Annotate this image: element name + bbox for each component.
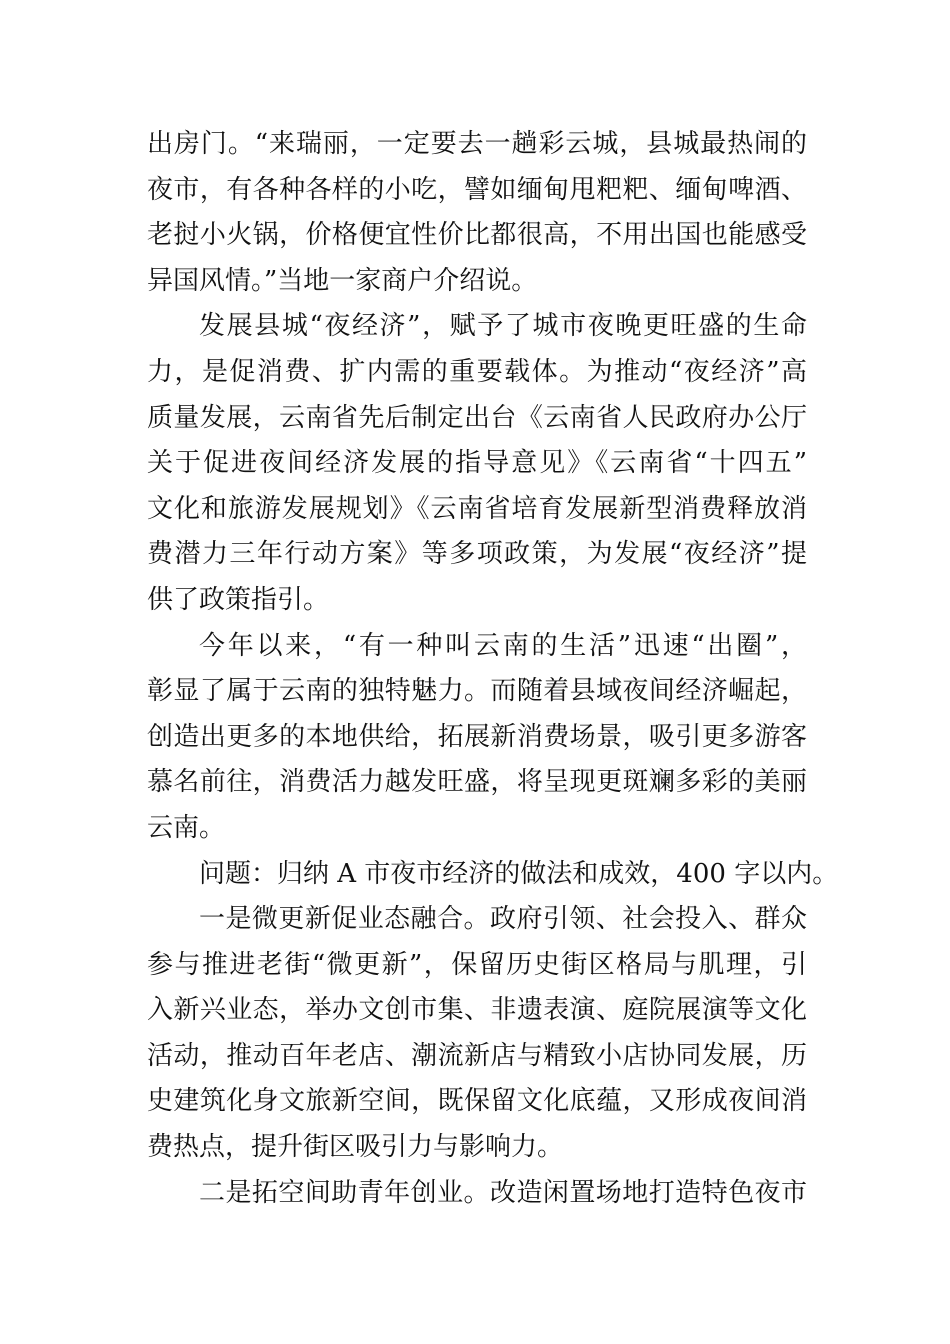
text-line: 慕名前往，消费活力越发旺盛，将呈现更斑斓多彩的美丽	[147, 767, 807, 798]
text-line: 力，是促消费、扩内需的重要载体。为推动“夜经济”高	[147, 356, 807, 387]
text-line: 异国风情。”当地一家商户介绍说。	[147, 265, 538, 296]
text-line: 夜市，有各种各样的小吃，譬如缅甸甩粑粑、缅甸啤酒、	[147, 174, 807, 205]
text-line: 史建筑化身文旅新空间，既保留文化底蕴，又形成夜间消	[147, 1086, 807, 1117]
text-line: 费潜力三年行动方案》等多项政策，为发展“夜经济”提	[147, 539, 807, 570]
text-line: 今年以来，“有一种叫云南的生活”迅速“出圈”，	[199, 630, 807, 661]
text-line: 入新兴业态，举办文创市集、非遗表演、庭院展演等文化	[147, 995, 807, 1026]
text-line: 一是微更新促业态融合。政府引领、社会投入、群众	[199, 904, 807, 935]
question-line: 问题：归纳 A 市夜市经济的做法和成效，400 字以内。	[199, 858, 839, 889]
text-line: 质量发展，云南省先后制定出台《云南省人民政府办公厅	[147, 402, 807, 433]
document-body	[147, 122, 839, 1216]
text-line: 老挝小火锅，价格便宜性价比都很高，不用出国也能感受	[147, 220, 807, 251]
text-line: 云南。	[147, 812, 226, 843]
text-line: 供了政策指引。	[147, 584, 330, 615]
text-line: 创造出更多的本地供给，拓展新消费场景，吸引更多游客	[147, 721, 807, 752]
text-line: 文化和旅游发展规划》《云南省培育发展新型消费释放消	[147, 493, 807, 524]
text-line: 二是拓空间助青年创业。改造闲置场地打造特色夜市	[199, 1177, 807, 1208]
text-line: 彰显了属于云南的独特魅力。而随着县域夜间经济崛起，	[147, 676, 807, 707]
text-line: 费热点，提升街区吸引力与影响力。	[147, 1132, 564, 1163]
text-line: 出房门。“来瑞丽，一定要去一趟彩云城，县城最热闹的	[147, 129, 807, 159]
text-line: 参与推进老街“微更新”，保留历史街区格局与肌理，引	[147, 949, 807, 980]
text-line: 活动，推动百年老店、潮流新店与精致小店协同发展，历	[147, 1040, 807, 1071]
text-line: 关于促进夜间经济发展的指导意见》《云南省“十四五”	[147, 448, 807, 479]
text-line: 发展县城“夜经济”，赋予了城市夜晚更旺盛的生命	[199, 311, 807, 342]
